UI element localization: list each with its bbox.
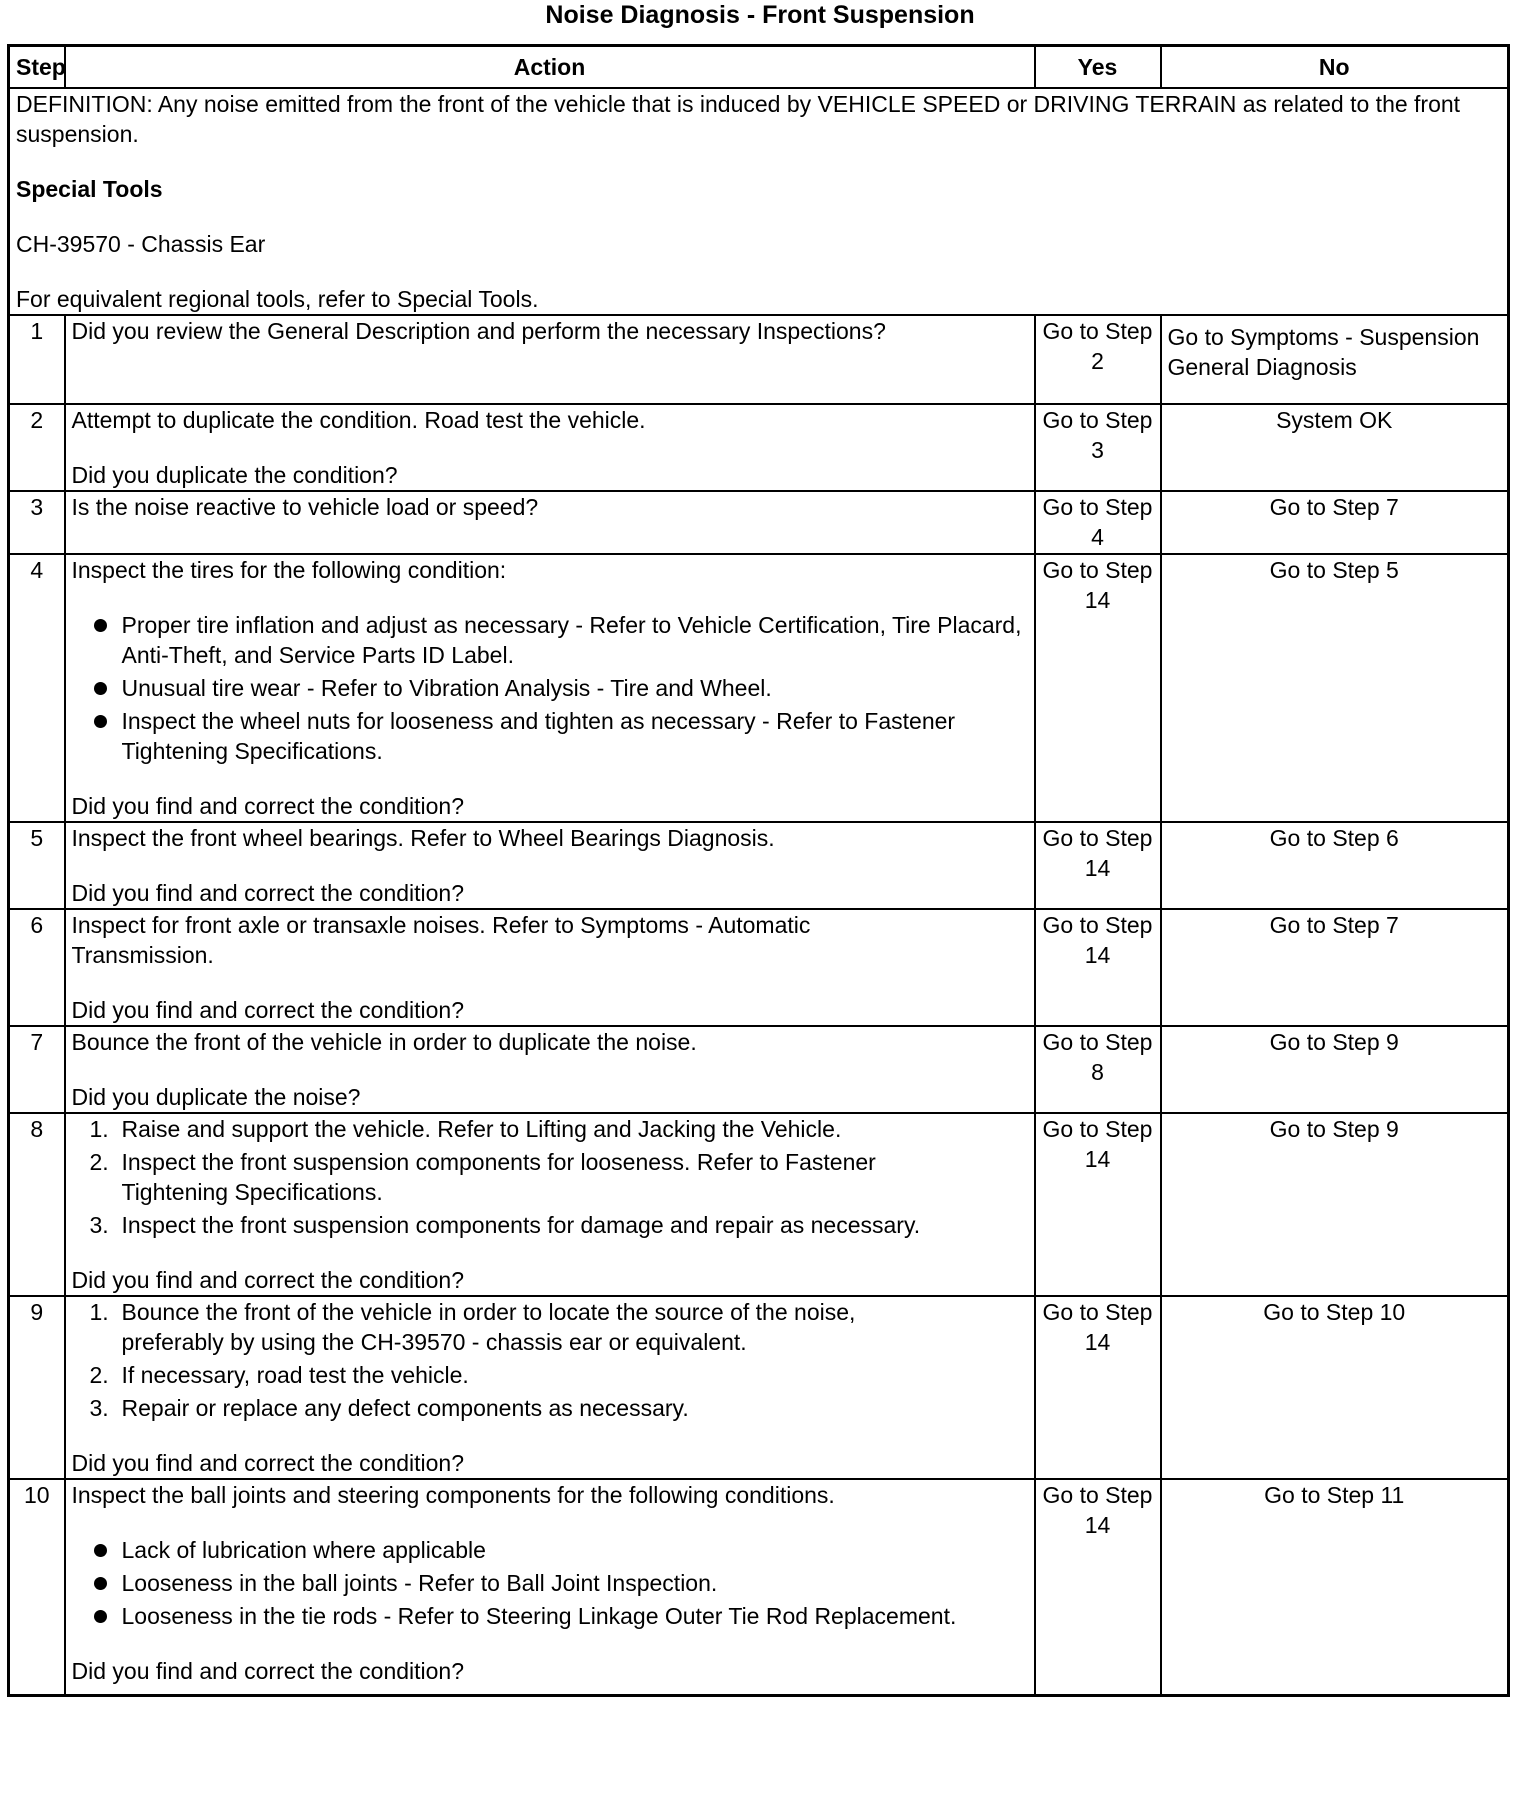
- step-row-10: [9, 1479, 1509, 1695]
- action-cell: [65, 822, 1035, 909]
- yes-cell: Go to Step 14: [1035, 909, 1161, 1026]
- numbered-list: [72, 1114, 1028, 1240]
- special-tool-item: CH-39570 - Chassis Ear: [16, 231, 266, 257]
- action-cell: [65, 909, 1035, 1026]
- step-row-1: [9, 315, 1509, 404]
- step-row-7: [9, 1026, 1509, 1113]
- yes-cell: Go to Step 8: [1035, 1026, 1161, 1113]
- yes-cell: Go to Step 2: [1035, 315, 1161, 404]
- list-item-text: Looseness in the tie rods - Refer to Steering Linkage Outer Tie Rod Replacement.: [121, 1603, 957, 1629]
- bullet-icon: [94, 715, 107, 728]
- list-item-number: 2.: [89, 1362, 109, 1388]
- header-yes: Yes: [1035, 46, 1161, 89]
- list-item: [94, 1535, 1028, 1565]
- list-item-text: Proper tire inflation and adjust as necessary - Refer to Vehicle Certification, Tire Placard, Anti-Theft, and Service Parts ID Label.: [121, 612, 1022, 668]
- list-item: [89, 1114, 1028, 1144]
- yes-cell: Go to Step 14: [1035, 1296, 1161, 1479]
- action-text: Inspect the ball joints and steering components for the following conditions.: [71, 1482, 835, 1508]
- bullet-icon: [94, 1577, 107, 1590]
- action-text: Inspect for front axle or transaxle noises. Refer to Symptoms - Automatic Transmission.: [71, 912, 811, 968]
- step-number: 10: [9, 1479, 65, 1695]
- step-number: 9: [9, 1296, 65, 1479]
- action-question: Did you duplicate the noise?: [71, 1084, 361, 1110]
- list-item-text: Inspect the front suspension components for damage and repair as necessary.: [121, 1212, 921, 1238]
- step-row-6: [9, 909, 1509, 1026]
- definition-text: DEFINITION: Any noise emitted from the front of the vehicle that is induced by VEHICLE SPEED or DRIVING TERRAIN as related to the front suspension.: [16, 91, 1461, 147]
- action-text: Bounce the front of the vehicle in order to duplicate the noise.: [71, 1029, 697, 1055]
- yes-cell: Go to Step 4: [1035, 491, 1161, 554]
- equivalent-tools-note: For equivalent regional tools, refer to Special Tools.: [16, 286, 539, 312]
- action-question: Did you find and correct the condition?: [71, 880, 465, 906]
- intro-cell: [9, 88, 1509, 315]
- list-item-text: Unusual tire wear - Refer to Vibration Analysis - Tire and Wheel.: [121, 675, 772, 701]
- list-item-number: 3.: [89, 1395, 109, 1421]
- list-item: [89, 1393, 1028, 1423]
- yes-cell: Go to Step 14: [1035, 1113, 1161, 1296]
- action-cell: [65, 491, 1035, 554]
- step-number: 5: [9, 822, 65, 909]
- numbered-list: [72, 1297, 1028, 1423]
- no-cell: Go to Step 11: [1161, 1479, 1509, 1695]
- bullet-icon: [94, 1544, 107, 1557]
- special-tools-heading: Special Tools: [16, 176, 163, 202]
- action-text: Inspect the front wheel bearings. Refer to Wheel Bearings Diagnosis.: [71, 825, 775, 851]
- action-text: Did you review the General Description and perform the necessary Inspections?: [71, 318, 886, 344]
- bullet-icon: [94, 682, 107, 695]
- no-cell: Go to Step 9: [1161, 1113, 1509, 1296]
- list-item: [94, 1568, 1028, 1598]
- step-row-4: [9, 554, 1509, 822]
- header-no: No: [1161, 46, 1509, 89]
- no-cell: Go to Step 6: [1161, 822, 1509, 909]
- action-cell: [65, 1479, 1035, 1695]
- step-number: 8: [9, 1113, 65, 1296]
- no-cell: Go to Step 9: [1161, 1026, 1509, 1113]
- list-item: [89, 1360, 1028, 1390]
- step-number: 7: [9, 1026, 65, 1113]
- yes-cell: Go to Step 3: [1035, 404, 1161, 491]
- page-title: Noise Diagnosis - Front Suspension: [545, 1, 975, 29]
- action-cell: [65, 554, 1035, 822]
- action-cell: [65, 1026, 1035, 1113]
- list-item-text: If necessary, road test the vehicle.: [121, 1362, 469, 1388]
- list-item: [94, 673, 1028, 703]
- no-cell: Go to Step 7: [1161, 491, 1509, 554]
- action-cell: [65, 1296, 1035, 1479]
- header-row: [9, 46, 1509, 89]
- action-cell: [65, 404, 1035, 491]
- no-cell: Go to Step 5: [1161, 554, 1509, 822]
- yes-cell: Go to Step 14: [1035, 1479, 1161, 1695]
- action-cell: [65, 315, 1035, 404]
- action-question: Did you find and correct the condition?: [71, 1267, 465, 1293]
- yes-cell: Go to Step 14: [1035, 554, 1161, 822]
- step-row-2: [9, 404, 1509, 491]
- step-number: 3: [9, 491, 65, 554]
- step-number: 1: [9, 315, 65, 404]
- action-text: Inspect the tires for the following condition:: [71, 557, 507, 583]
- no-cell: System OK: [1161, 404, 1509, 491]
- action-question: Did you find and correct the condition?: [71, 1658, 465, 1684]
- bullet-list: [72, 1535, 1028, 1631]
- list-item: [89, 1297, 1028, 1357]
- step-row-3: [9, 491, 1509, 554]
- step-number: 6: [9, 909, 65, 1026]
- list-item-text: Inspect the wheel nuts for looseness and tighten as necessary - Refer to Fastener Tightening Specifications.: [121, 708, 956, 764]
- action-question: Did you duplicate the condition?: [71, 462, 398, 488]
- header-action: Action: [65, 46, 1035, 89]
- diagnosis-table: [7, 44, 1510, 1697]
- action-text: Is the noise reactive to vehicle load or speed?: [71, 494, 539, 520]
- header-step: Step: [9, 46, 65, 89]
- step-row-5: [9, 822, 1509, 909]
- list-item-number: 1.: [89, 1299, 109, 1325]
- list-item: [94, 706, 1028, 766]
- list-item: [94, 610, 1028, 670]
- bullet-list: [72, 610, 1028, 766]
- action-cell: [65, 1113, 1035, 1296]
- list-item: [94, 1601, 1028, 1631]
- list-item-text: Inspect the front suspension components for looseness. Refer to Fastener Tightening Specifications.: [121, 1149, 876, 1205]
- no-cell: Go to Step 10: [1161, 1296, 1509, 1479]
- intro-row: [9, 88, 1509, 315]
- list-item-text: Looseness in the ball joints - Refer to Ball Joint Inspection.: [121, 1570, 718, 1596]
- step-row-9: [9, 1296, 1509, 1479]
- no-cell: Go to Symptoms - Suspension General Diagnosis: [1161, 315, 1509, 404]
- list-item-text: Repair or replace any defect components as necessary.: [121, 1395, 689, 1421]
- step-row-8: [9, 1113, 1509, 1296]
- list-item-text: Lack of lubrication where applicable: [121, 1537, 486, 1563]
- bullet-icon: [94, 1610, 107, 1623]
- list-item: [89, 1210, 1028, 1240]
- list-item: [89, 1147, 1028, 1207]
- list-item-number: 3.: [89, 1212, 109, 1238]
- step-number: 2: [9, 404, 65, 491]
- list-item-number: 2.: [89, 1149, 109, 1175]
- list-item-text: Raise and support the vehicle. Refer to Lifting and Jacking the Vehicle.: [121, 1116, 842, 1142]
- step-number: 4: [9, 554, 65, 822]
- list-item-number: 1.: [89, 1116, 109, 1142]
- action-question: Did you find and correct the condition?: [71, 997, 465, 1023]
- bullet-icon: [94, 619, 107, 632]
- yes-cell: Go to Step 14: [1035, 822, 1161, 909]
- no-cell: Go to Step 7: [1161, 909, 1509, 1026]
- action-text: Attempt to duplicate the condition. Road test the vehicle.: [71, 407, 646, 433]
- action-question: Did you find and correct the condition?: [71, 793, 465, 819]
- list-item-text: Bounce the front of the vehicle in order to locate the source of the noise, preferably by using the CH-39570 - chassis ear or equivalent.: [121, 1299, 856, 1355]
- action-question: Did you find and correct the condition?: [71, 1450, 465, 1476]
